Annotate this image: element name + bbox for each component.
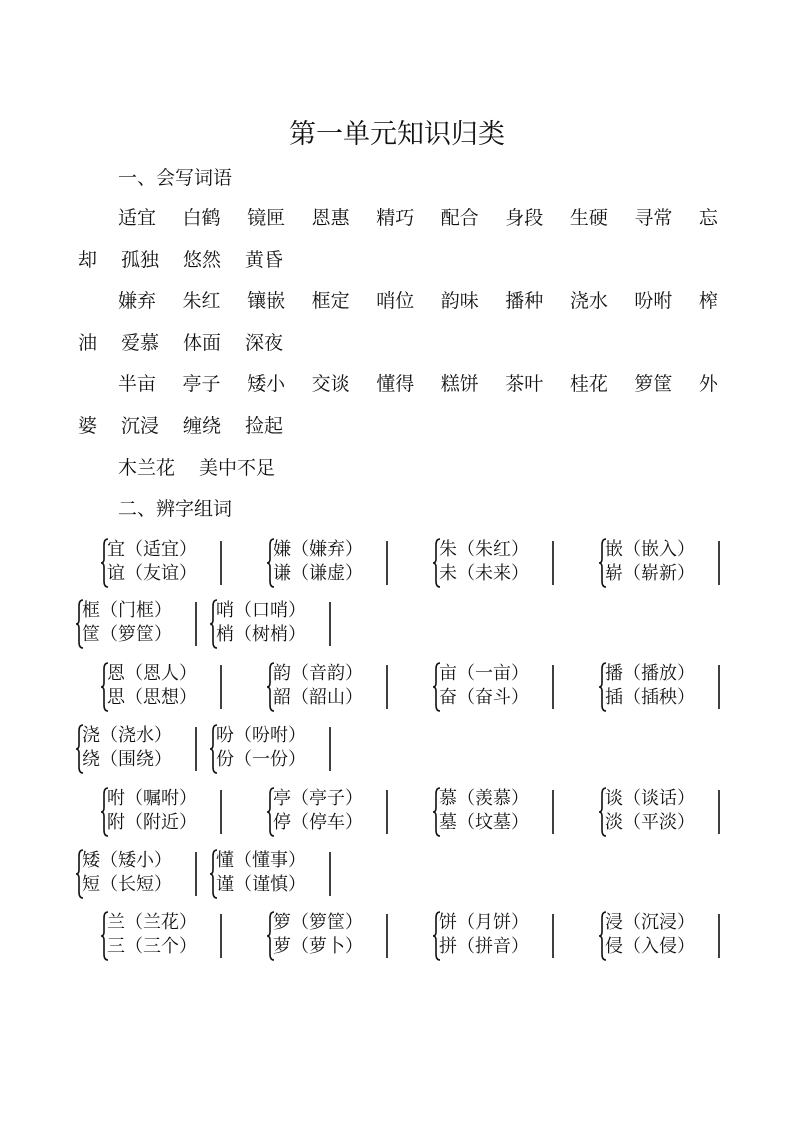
pair-word-bottom: 侵（入侵） [605,936,695,957]
word: 交谈 [311,373,350,395]
word-line [118,456,275,480]
char-pair [435,910,553,962]
char-pair [212,598,330,650]
word: 木兰花 [118,457,176,479]
char-pair [269,910,387,962]
char-pair [269,661,387,713]
pair-word-top: 矮（矮小） [82,850,172,871]
word: 镶嵌 [247,290,286,312]
char-pair [78,848,196,900]
pair-word-bottom: 梢（树梢） [216,624,306,645]
char-pair [78,723,196,775]
word-line [118,206,718,230]
pair-word-bottom: 墓（坟墓） [439,812,529,833]
char-pair [435,786,553,838]
word: 恩惠 [311,207,350,229]
word: 婆 [78,415,98,437]
pair-word-top: 懂（懂事） [216,850,306,871]
word-line [78,248,283,272]
pair-word-bottom: 萝（萝卜） [273,936,363,957]
pair-word-bottom: 韶（韶山） [273,687,363,708]
word: 箩筐 [634,373,673,395]
pair-word-top: 朱（朱红） [439,539,529,560]
pair-word-bottom: 插（插秧） [605,687,695,708]
pair-word-top: 恩（恩人） [107,663,197,684]
pair-word-bottom: 附（附近） [107,812,197,833]
section-heading-1: 一、会写词语 [118,167,233,189]
word: 寻常 [634,207,673,229]
word: 外 [698,373,718,395]
char-pair [601,786,719,838]
char-pair [103,661,221,713]
char-pair [212,723,330,775]
word: 矮小 [247,373,286,395]
section-heading-2: 二、辨字组词 [118,498,233,520]
pair-word-bottom: 拼（拼音） [439,936,529,957]
word-line [78,414,283,438]
pair-word-top: 框（门框） [82,600,172,621]
word: 嫌弃 [118,290,157,312]
word: 镜匣 [247,207,286,229]
pair-word-bottom: 谨（谨慎） [216,874,306,895]
word: 生硬 [569,207,608,229]
char-pair [212,848,330,900]
pair-word-bottom: 短（长短） [82,874,172,895]
pair-word-top: 哨（口哨） [216,600,306,621]
word: 沉浸 [121,415,160,437]
pair-word-bottom: 三（三个） [107,936,197,957]
pair-word-top: 谈（谈话） [605,788,695,809]
pair-word-top: 兰（兰花） [107,912,197,933]
word: 榨 [698,290,718,312]
word: 配合 [440,207,479,229]
pair-word-top: 饼（月饼） [439,912,529,933]
pair-word-top: 慕（羡慕） [439,788,529,809]
word: 懂得 [376,373,415,395]
pair-word-top: 韵（音韵） [273,663,363,684]
char-pair [78,598,196,650]
word: 缠绕 [183,415,222,437]
pair-word-bottom: 停（停车） [273,812,363,833]
pair-word-bottom: 筐（箩筐） [82,624,172,645]
pair-word-top: 嵌（嵌入） [605,539,695,560]
word: 黄昏 [245,249,284,271]
pair-word-top: 亭（亭子） [273,788,363,809]
word-line [118,289,718,313]
word: 吩咐 [634,290,673,312]
char-pair [435,537,553,589]
word: 茶叶 [505,373,544,395]
word-line [118,372,718,396]
page-title: 第一单元知识归类 [289,119,505,150]
word: 适宜 [118,207,157,229]
word: 亭子 [182,373,221,395]
pair-word-bottom: 淡（平淡） [605,812,695,833]
char-pair [269,537,387,589]
word: 悠然 [183,249,222,271]
word: 孤独 [121,249,160,271]
word-line [78,331,283,355]
pair-word-top: 吩（吩咐） [216,725,306,746]
pair-word-bottom: 谊（友谊） [107,563,197,584]
word: 油 [78,332,98,354]
word: 韵味 [440,290,479,312]
word: 白鹤 [182,207,221,229]
word: 深夜 [245,332,284,354]
word: 哨位 [376,290,415,312]
pair-word-top: 箩（箩筐） [273,912,363,933]
word: 半亩 [118,373,157,395]
pair-word-bottom: 未（未来） [439,563,529,584]
char-pair [103,910,221,962]
word: 播种 [505,290,544,312]
word: 朱红 [182,290,221,312]
word: 糕饼 [440,373,479,395]
pair-word-top: 宜（适宜） [107,539,197,560]
word: 浇水 [569,290,608,312]
pair-word-top: 亩（一亩） [439,663,529,684]
char-pair [435,661,553,713]
pair-word-bottom: 奋（奋斗） [439,687,529,708]
pair-word-bottom: 份（一份） [216,749,306,770]
word: 桂花 [569,373,608,395]
pair-word-top: 咐（嘱咐） [107,788,197,809]
pair-word-bottom: 思（思想） [107,687,197,708]
char-pair [601,910,719,962]
char-pair [601,661,719,713]
pair-word-top: 浇（浇水） [82,725,172,746]
word: 美中不足 [199,457,276,479]
word: 忘 [698,207,718,229]
word: 爱慕 [121,332,160,354]
word: 框定 [311,290,350,312]
pair-word-bottom: 谦（谦虚） [273,563,363,584]
word: 身段 [505,207,544,229]
char-pair [103,537,221,589]
word: 体面 [183,332,222,354]
word: 却 [78,249,98,271]
pair-word-top: 嫌（嫌弃） [273,539,363,560]
pair-word-bottom: 绕（围绕） [82,749,172,770]
pair-word-top: 浸（沉浸） [605,912,695,933]
char-pair [269,786,387,838]
pair-word-top: 播（播放） [605,663,695,684]
word: 精巧 [376,207,415,229]
word: 捡起 [245,415,284,437]
pair-word-bottom: 崭（崭新） [605,563,695,584]
char-pair [601,537,719,589]
char-pair [103,786,221,838]
